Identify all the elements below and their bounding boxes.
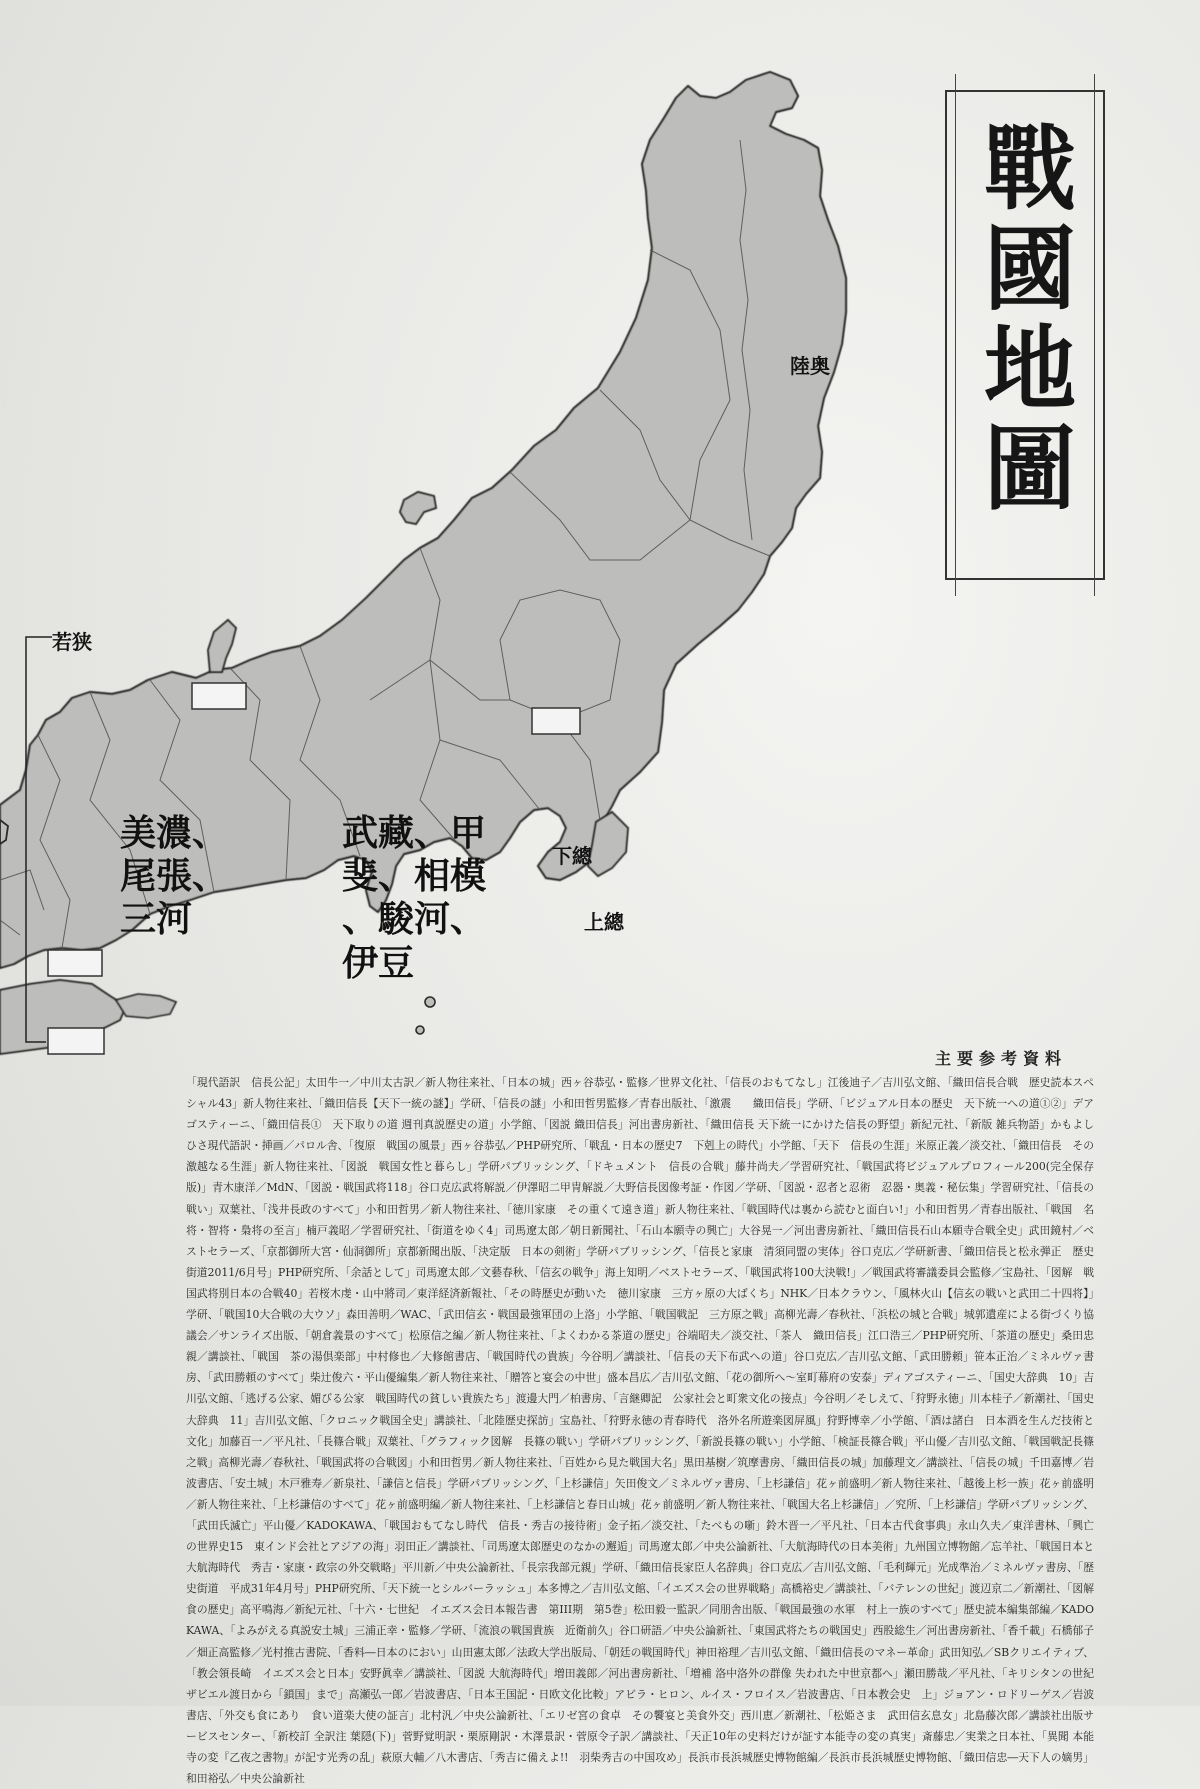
- label-musashi-kai-sagami-suruga-izu: 武藏、甲 斐、相模 、駿河、 伊豆: [342, 813, 487, 984]
- label-shimousa: 下總: [552, 844, 592, 868]
- blank-box-southwest: [48, 1028, 104, 1054]
- blank-box-kozuke: [532, 708, 580, 734]
- noto-peninsula: [208, 620, 236, 672]
- label-wakasa: 若狭: [52, 630, 92, 654]
- sado-island: [400, 492, 436, 524]
- izu-island-1: [425, 997, 435, 1007]
- label-mino-owari-mikawa: 美濃、 尾張、 三河: [120, 813, 229, 941]
- label-mutsu: 陸奥: [790, 354, 830, 378]
- references-heading: 主要参考資料: [935, 1049, 1068, 1068]
- izu-island-2: [416, 1026, 424, 1034]
- awaji-island: [116, 994, 176, 1018]
- title-frame: [945, 90, 1105, 580]
- references-text: 「現代語訳 信長公記」太田牛一／中川太古訳／新人物往来社、「日本の城」西ヶ谷恭弘・監修／世界文化社、「信長のおもてなし」江後迪子／吉川弘文館、「織田信長合戦 歴史読本スペシャル43」新人物往来社、「織田信長【天下一統の謎】」学研、「信長の謎」小和田哲男監修／青春出版社、「激震 織田信長」学研、「ビジュアル日本の歴史 天下統一への道①②」デアゴスティーニ、「織田信長① 天下取りの道 週刊真説歴史の道」小学館、「図説 織田信長」河出書房新社、「織田信長 天下統一にかけた信長の野望」新紀元社、「新版 雑兵物語」かもよしひさ現代語訳・挿画／パロル舎、「復原 戦国の風景」西ヶ谷恭弘／PHP研究所、「戦乱・日本の歴史7 下剋上の時代」小学館、「天下 信長の生涯」米原正義／淡交社、「織田信長 その激越なる生涯」新人物往来社、「図説 戦国女性と暮らし」学研パブリッシング、「ドキュメント 信長の合戦」藤井尚夫／学習研究社、「戦国武将ビジュアルプロフィール200(完全保存版)」青木康洋／MdN、「図説・戦国武将118」谷口克広武将解説／伊澤昭二甲冑解説／大野信長図像考証・作図／学研、「図説・忍者と忍術 忍器・奥義・秘伝集」学習研究社、「信長の戦い」双葉社、「浅井長政のすべて」小和田哲男／新人物往来社、「徳川家康 その重くて遠き道」新人物往来社、「戦国時代は裏から読むと面白い!」小和田哲男／青春出版社、「戦国 名将・智将・梟将の至言」楠戸義昭／学習研究社、「街道をゆく4」司馬遼太郎／朝日新聞社、「石山本願寺の興亡」大谷晃一／河出書房新社、「織田信長石山本願寺合戦全史」武田鏡村／ベストセラーズ、「京都御所大宮・仙洞御所」京都新聞出版、「決定版 日本の剣術」学研パブリッシング、「信長と家康 清須同盟の実体」谷口克広／学研新書、「織田信長と松永弾正 歴史街道2011/6月号」PHP研究所、「余話として」司馬遼太郎／文藝春秋、「信玄の戦争」海上知明／ベストセラーズ、「戦国武将100大決戦!」／戦国武将審議委員会監修／宝島社、「図解 戦国武将別日本の合戦40」若桜木虔・山中將司／東洋経済新報社、「その時歴史が動いた 徳川家康 三方ヶ原の大ばくち」NHK／日本クラウン、「風林火山【信玄の戦いと武田二十四将】」学研、「戦国10大合戦の大ウソ」森田善明／WAC、「武田信玄・戦国最強軍団の上洛」小学館、「戦国戦記 三方原之戦」高柳光壽／春秋社、「浜松の城と合戦」城郭遺産による街づくり協議会／サンライズ出版、「朝倉義景のすべて」松原信之編／新人物往来社、「よくわかる茶道の歴史」谷端昭夫／淡交社、「茶人 織田信長」江口浩三／PHP研究所、「茶道の歴史」桑田忠親／講談社、「戦国 茶の湯倶楽部」中村修也／大修館書店、「戦国時代の貴族」今谷明／講談社、「信長の天下布武への道」谷口克広／吉川弘文館、「武田勝頼」笹本正治／ミネルヴァ書房、「武田勝頼のすべて」柴辻俊六・平山優編集／新人物往来社、「贈答と宴会の中世」盛本昌広／吉川弘文館、「花の御所へ～室町幕府の安泰」ディアゴスティーニ、「国史大辞典 10」吉川弘文館、「逃げる公家、媚びる公家 戦国時代の貧しい貴族たち」渡邊大門／柏書房、「言継卿記 公家社会と町衆文化の接点」今谷明／そしえて、「狩野永徳」川本桂子／新潮社、「国史大辞典 11」吉川弘文館、「クロニック戦国全史」講談社、「北陸歴史探訪」宝島社、「狩野永徳の青春時代 洛外名所遊楽図屏風」狩野博幸／小学館、「酒は諸白 日本酒を生んだ技術と文化」加藤百一／平凡社、「長篠合戦」双葉社、「グラフィック図解 長篠の戦い」学研パブリッシング、「新説長篠の戦い」小学館、「検証長篠合戦」平山優／吉川弘文館、「戦国戦記長篠之戦」高柳光壽／春秋社、「戦国武将の合戦図」小和田哲男／新人物往来社、「百姓から見た戦国大名」黒田基樹／筑摩書房、「織田信長の城」加藤理文／講談社、「信長の城」千田嘉博／岩波書店、「安土城」木戸雅寿／新泉社、「謙信と信長」学研パブリッシング、「上杉謙信」矢田俊文／ミネルヴァ書房、「上杉謙信」花ヶ前盛明／新人物往来社、「越後上杉一族」花ヶ前盛明／新人物往来社、「上杉謙信のすべて」花ヶ前盛明編／新人物往来社、「上杉謙信と春日山城」花ヶ前盛明／新人物往来社、「戦国大名上杉謙信」／究所、「上杉謙信」学研パブリッシング、「武田氏滅亡」平山優／KADOKAWA、「戦国おもてなし時代 信長・秀吉の接待術」金子拓／淡交社、「たべもの噺」鈴木晋一／平凡社、「日本古代食事典」永山久夫／東洋書林、「興亡の世界史15 東インド会社とアジアの海」羽田正／講談社、「司馬遼太郎歴史のなかの邂逅」司馬遼太郎／中央公論新社、「大航海時代の日本美術」九州国立博物館／忘羊社、「戦国日本と大航海時代 秀吉・家康・政宗の外交戦略」平川新／中央公論新社、「長宗我部元親」学研、「織田信長家臣人名辞典」谷口克広／吉川弘文館、「毛利輝元」光成準治／ミネルヴァ書房、「歴史街道 平成31年4月号」PHP研究所、「天下統一とシルバーラッシュ」本多博之／吉川弘文館、「イエズス会の世界戦略」高橋裕史／講談社、「バテレンの世紀」渡辺京二／新潮社、「図解 食の歴史」高平鳴海／新紀元社、「十六・七世紀 イエズス会日本報告書 第III期 第5巻」松田毅一監訳／同朋舎出版、「戦国最強の水軍 村上一族のすべて」歴史読本編集部編／KADOKAWA、「よみがえる真説安土城」三浦正幸・監修／学研、「流浪の戦国貴族 近衛前久」谷口研語／中央公論新社、「東国武将たちの戦国史」西股総生／河出書房新社、「香千載」石橋郁子／畑正高監修／光村推古書院、「香料―日本のにおい」山田憲太郎／法政大学出版局、「朝廷の戦国時代」神田裕理／吉川弘文館、「織田信長のマネー革命」武田知弘／SBクリエイティブ、「教会領長崎 イエズス会と日本」安野眞幸／講談社、「図説 大航海時代」増田義郎／河出書房新社、「増補 洛中洛外の群像 失われた中世京都へ」瀬田勝哉／平凡社、「キリシタンの世紀 ザビエル渡日から「鎖国」まで」高瀬弘一郎／岩波書店、「日本王国記・日欧文化比較」アビラ・ヒロン、ルイス・フロイス／岩波書店、「日本教会史 上」ジョアン・ロドリーゲス／岩波書店、「外交も食にあり 食い道楽大使の証言」北村汎／中央公論新社、「エリゼ宮の食卓 その饗宴と美食外交」西川恵／新潮社、「松姫さま 武田信玄息女」北島藤次郎／講談社出版サービスセンター、「新校訂 全訳注 葉隠(下)」菅野覚明訳・栗原剛訳・木澤景訳・菅原令子訳／講談社、「天正10年の史料だけが証す本能寺の変の真実」斎藤忠／実業之日本社、「異聞 本能寺の変『乙夜之書物』が記す光秀の乱」萩原大輔／八木書店、「秀吉に備えよ!! 羽柴秀吉の中国攻め」長浜市長浜城歴史博物館編／長浜市長浜城歴史博物館、「織田信忠―天下人の嫡男」和田裕弘／中央公論新社: [186, 1076, 1105, 1786]
- page-title: 戰國地圖: [969, 120, 1077, 520]
- blank-box-west: [48, 950, 102, 976]
- blank-box-hokuriku: [192, 683, 246, 709]
- label-kazusa: 上總: [584, 910, 624, 934]
